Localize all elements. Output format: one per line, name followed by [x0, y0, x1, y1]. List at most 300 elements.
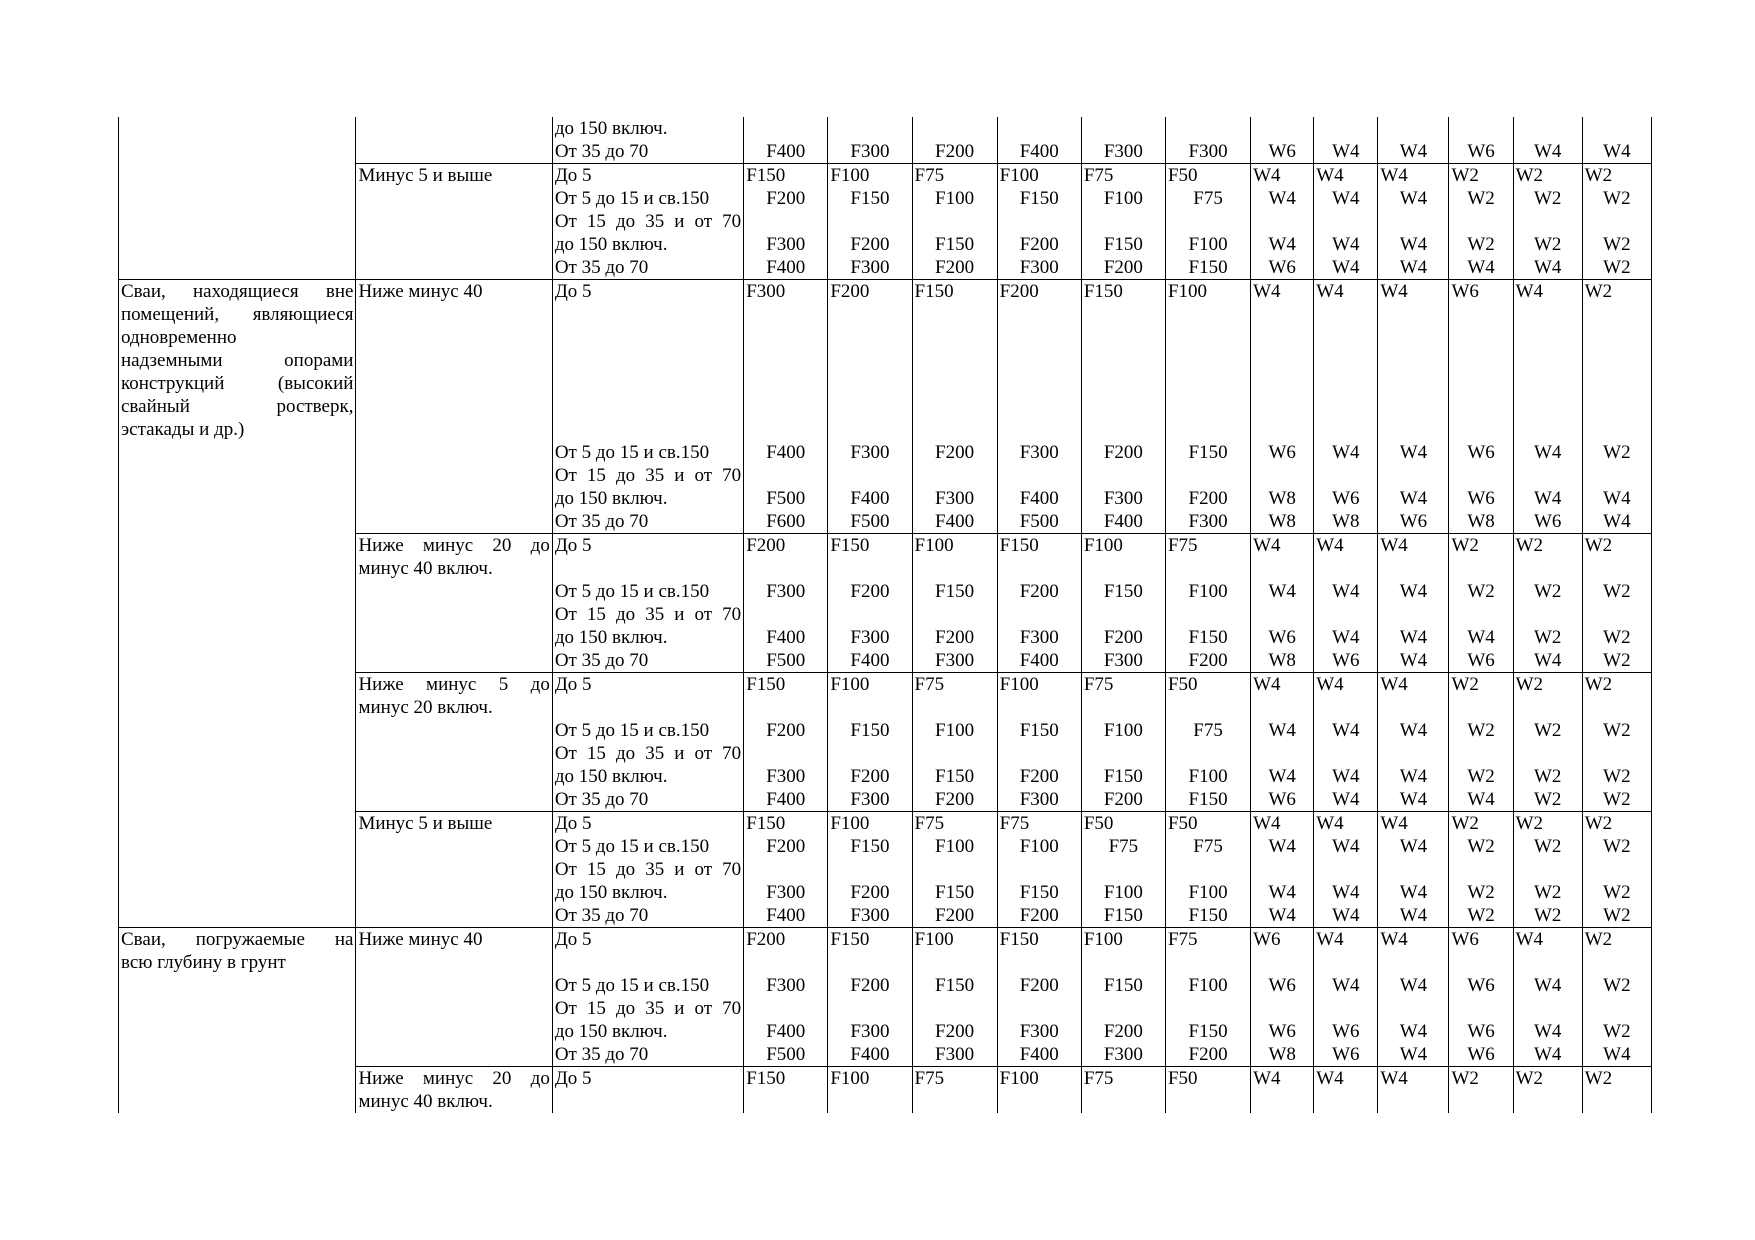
cycle-range-line: до 150 включ. [554, 234, 668, 255]
water-grade-cell: W6 [1251, 603, 1314, 649]
water-grade-cell: W4 [1251, 280, 1314, 442]
temperature-line: Ниже минус 5 до [358, 674, 550, 695]
water-grade-cell: W4 [1378, 858, 1449, 904]
water-grade-cell: W2 [1449, 187, 1513, 210]
frost-grade-cell: F100 [912, 719, 997, 742]
table-row [119, 997, 1652, 1043]
frost-grade-cell: F150 [912, 210, 997, 256]
frost-grade-cell: F200 [912, 441, 997, 464]
water-grade-cell: W4 [1378, 1067, 1449, 1114]
pile-type-cell [119, 649, 356, 673]
water-grade-cell: W4 [1378, 928, 1449, 975]
pile-type-cell [119, 510, 356, 534]
frost-grade-cell: F300 [744, 280, 828, 442]
water-grade-cell [1314, 117, 1378, 140]
water-grade-cell: W4 [1513, 974, 1582, 997]
cycle-range-cell [552, 997, 743, 1043]
frost-grade-cell: F100 [1081, 187, 1165, 210]
frost-grade-cell: F300 [828, 788, 912, 812]
table-row [119, 140, 1652, 164]
frost-grade-cell: F400 [744, 997, 828, 1043]
water-grade-cell: W6 [1314, 464, 1378, 510]
pile-type-cell [119, 534, 356, 581]
cycle-range-cell [552, 904, 743, 928]
frost-grade-cell: F50 [1165, 1067, 1250, 1114]
temperature-line: минус 20 включ. [358, 697, 493, 718]
frost-grade-cell: F200 [828, 858, 912, 904]
cycle-range-line: От 5 до 15 и св.150 [554, 188, 710, 209]
cycle-range-cell [552, 117, 743, 140]
frost-grade-cell: F400 [744, 441, 828, 464]
frost-grade-cell: F100 [912, 835, 997, 858]
frost-grade-cell: F150 [744, 164, 828, 188]
water-grade-cell: W4 [1314, 974, 1378, 997]
water-grade-cell: W2 [1582, 580, 1651, 603]
cycle-range-line: От 15 до 35 и от 70 [554, 211, 742, 232]
frost-grade-cell: F200 [744, 534, 828, 581]
temperature-cell [356, 280, 552, 442]
water-grade-cell [1582, 117, 1651, 140]
table-row [119, 603, 1652, 649]
table-row [119, 788, 1652, 812]
temperature-cell [356, 117, 552, 140]
frost-grade-cell: F200 [997, 974, 1081, 997]
frost-grade-cell: F400 [997, 1043, 1081, 1067]
water-grade-cell: W2 [1449, 210, 1513, 256]
water-grade-cell: W4 [1378, 187, 1449, 210]
frost-grade-cell: F300 [828, 140, 912, 164]
water-grade-cell: W4 [1314, 928, 1378, 975]
cycle-range-line: От 35 до 70 [554, 141, 649, 162]
water-grade-cell: W4 [1378, 534, 1449, 581]
water-grade-cell: W4 [1378, 280, 1449, 442]
cycle-range-cell [552, 1067, 743, 1114]
water-grade-cell: W2 [1513, 164, 1582, 188]
temperature-cell [356, 673, 552, 720]
cycle-range-line: До 5 [554, 674, 592, 695]
pile-type-cell [119, 719, 356, 742]
spacer [555, 303, 741, 326]
frost-grade-cell: F400 [744, 603, 828, 649]
cycle-range-cell [552, 164, 743, 188]
frost-grade-cell: F150 [997, 534, 1081, 581]
frost-grade-cell [1081, 117, 1165, 140]
water-grade-cell: W4 [1314, 742, 1378, 788]
pile-type-cell [119, 280, 356, 442]
water-grade-cell: W6 [1449, 997, 1513, 1043]
frost-grade-cell: F150 [912, 974, 997, 997]
water-grade-cell: W2 [1513, 719, 1582, 742]
cycle-range-line: От 5 до 15 и св.150 [554, 720, 710, 741]
frost-grade-cell: F100 [997, 835, 1081, 858]
water-grade-cell: W4 [1513, 140, 1582, 164]
temperature-line: Ниже минус 40 [358, 929, 483, 950]
water-grade-cell: W4 [1378, 164, 1449, 188]
cycle-range-cell [552, 441, 743, 464]
water-grade-cell: W4 [1449, 788, 1513, 812]
water-grade-cell: W4 [1314, 603, 1378, 649]
frost-grade-cell: F400 [744, 256, 828, 280]
water-grade-cell [1378, 117, 1449, 140]
frost-grade-cell: F75 [1081, 673, 1165, 720]
water-grade-cell: W4 [1449, 603, 1513, 649]
frost-grade-cell: F75 [1165, 928, 1250, 975]
water-grade-cell: W2 [1582, 603, 1651, 649]
cycle-range-cell [552, 210, 743, 256]
frost-grade-cell: F300 [997, 997, 1081, 1043]
cycle-range-cell [552, 510, 743, 534]
table-row [119, 534, 1652, 581]
frost-grade-cell: F150 [912, 742, 997, 788]
water-grade-cell: W2 [1582, 256, 1651, 280]
frost-grade-cell: F150 [997, 928, 1081, 975]
cycle-range-cell [552, 673, 743, 720]
frost-grade-cell: F150 [1081, 974, 1165, 997]
water-grade-cell: W2 [1582, 835, 1651, 858]
table-row [119, 928, 1652, 975]
cycle-range-line: От 15 до 35 и от 70 [554, 743, 742, 764]
pile-type-line: всю глубину в грунт [121, 952, 286, 973]
frost-grade-cell: F200 [1081, 997, 1165, 1043]
frost-grade-cell: F300 [1081, 1043, 1165, 1067]
cycle-range-cell [552, 140, 743, 164]
frost-grade-cell: F400 [997, 649, 1081, 673]
pile-type-cell [119, 603, 356, 649]
water-grade-cell: W4 [1314, 719, 1378, 742]
frost-grade-cell: F300 [912, 464, 997, 510]
table-row [119, 510, 1652, 534]
water-grade-cell: W2 [1582, 974, 1651, 997]
water-grade-cell: W6 [1449, 649, 1513, 673]
frost-grade-cell: F300 [997, 603, 1081, 649]
water-grade-cell: W2 [1582, 904, 1651, 928]
temperature-cell [356, 464, 552, 510]
frost-grade-cell: F500 [997, 510, 1081, 534]
water-grade-cell: W2 [1513, 210, 1582, 256]
frost-grade-cell: F300 [744, 742, 828, 788]
cycle-range-line: До 5 [554, 535, 592, 556]
table-row [119, 812, 1652, 836]
pile-type-cell [119, 997, 356, 1043]
frost-grade-cell: F400 [744, 904, 828, 928]
water-grade-cell: W4 [1251, 858, 1314, 904]
frost-grade-cell: F300 [997, 788, 1081, 812]
water-grade-cell: W4 [1378, 788, 1449, 812]
pile-type-cell [119, 464, 356, 510]
water-grade-cell: W4 [1378, 673, 1449, 720]
temperature-cell [356, 210, 552, 256]
water-grade-cell: W2 [1582, 649, 1651, 673]
spacer [555, 326, 741, 349]
water-grade-cell: W4 [1378, 904, 1449, 928]
frost-grade-cell: F75 [1081, 1067, 1165, 1114]
frost-grade-cell: F100 [828, 673, 912, 720]
water-grade-cell: W8 [1251, 1043, 1314, 1067]
frost-grade-cell: F75 [997, 812, 1081, 836]
table-row [119, 117, 1652, 140]
frost-grade-cell: F100 [1081, 928, 1165, 975]
frost-grade-cell: F75 [912, 1067, 997, 1114]
water-grade-cell: W4 [1513, 256, 1582, 280]
frost-grade-cell: F150 [997, 719, 1081, 742]
frost-grade-cell: F100 [1165, 858, 1250, 904]
water-grade-cell: W4 [1314, 858, 1378, 904]
table-row [119, 1043, 1652, 1067]
frost-grade-cell: F300 [828, 904, 912, 928]
water-grade-cell: W6 [1314, 649, 1378, 673]
frost-grade-cell: F200 [912, 140, 997, 164]
water-grade-cell: W2 [1449, 742, 1513, 788]
frost-grade-cell: F75 [912, 673, 997, 720]
temperature-cell [356, 580, 552, 603]
temperature-cell [356, 719, 552, 742]
frost-grade-cell: F100 [997, 164, 1081, 188]
frost-grade-cell: F200 [1081, 441, 1165, 464]
table-row [119, 904, 1652, 928]
temperature-cell [356, 835, 552, 858]
water-grade-cell: W4 [1513, 464, 1582, 510]
temperature-cell [356, 187, 552, 210]
water-grade-cell: W2 [1582, 812, 1651, 836]
water-grade-cell: W6 [1251, 928, 1314, 975]
water-grade-cell: W4 [1314, 256, 1378, 280]
frost-grade-cell: F200 [997, 210, 1081, 256]
water-grade-cell: W4 [1314, 164, 1378, 188]
pile-type-line: надземными опорами [121, 350, 354, 371]
water-grade-cell: W2 [1513, 603, 1582, 649]
cycle-range-line: До 5 [554, 929, 592, 950]
frost-grade-cell: F300 [1165, 140, 1250, 164]
pile-type-cell [119, 187, 356, 210]
table-row [119, 974, 1652, 997]
frost-grade-cell: F150 [1165, 256, 1250, 280]
cycle-range-cell [552, 187, 743, 210]
frost-grade-cell: F300 [744, 858, 828, 904]
frost-grade-cell: F400 [744, 788, 828, 812]
frost-grade-cell: F150 [1081, 904, 1165, 928]
frost-grade-cell: F300 [744, 974, 828, 997]
water-grade-cell: W6 [1449, 1043, 1513, 1067]
water-grade-cell: W4 [1378, 603, 1449, 649]
water-grade-cell: W6 [1449, 140, 1513, 164]
frost-grade-cell: F75 [912, 812, 997, 836]
water-grade-cell: W4 [1251, 719, 1314, 742]
temperature-cell [356, 788, 552, 812]
water-grade-cell: W2 [1513, 580, 1582, 603]
cycle-range-cell [552, 974, 743, 997]
water-grade-cell: W2 [1449, 673, 1513, 720]
pile-type-cell [119, 904, 356, 928]
frost-grade-cell: F400 [1081, 510, 1165, 534]
temperature-cell [356, 904, 552, 928]
spacer [555, 418, 741, 441]
frost-grade-cell: F75 [1165, 187, 1250, 210]
frost-grade-cell: F200 [828, 280, 912, 442]
water-grade-cell: W4 [1378, 974, 1449, 997]
frost-grade-cell: F300 [828, 441, 912, 464]
cycle-range-line: От 15 до 35 и от 70 [554, 859, 742, 880]
frost-grade-cell [744, 117, 828, 140]
water-grade-cell: W2 [1582, 441, 1651, 464]
frost-grade-cell: F200 [1081, 788, 1165, 812]
water-grade-cell: W4 [1449, 256, 1513, 280]
frost-grade-cell: F200 [912, 603, 997, 649]
water-grade-cell: W2 [1582, 280, 1651, 442]
temperature-cell [356, 441, 552, 464]
water-grade-cell: W4 [1582, 1043, 1651, 1067]
water-grade-cell: W4 [1251, 210, 1314, 256]
water-grade-cell: W4 [1251, 187, 1314, 210]
cycle-range-cell [552, 742, 743, 788]
frost-grade-cell: F150 [828, 928, 912, 975]
water-grade-cell: W4 [1251, 812, 1314, 836]
cycle-range-cell [552, 580, 743, 603]
water-grade-cell: W2 [1582, 928, 1651, 975]
spacer [555, 1090, 741, 1113]
cycle-range-line: до 150 включ. [554, 882, 668, 903]
frost-grade-cell: F500 [828, 510, 912, 534]
cycle-range-line: От 15 до 35 и от 70 [554, 604, 742, 625]
pile-type-cell [119, 1067, 356, 1114]
frost-grade-cell: F150 [1081, 580, 1165, 603]
water-grade-cell: W2 [1513, 742, 1582, 788]
water-grade-cell: W2 [1513, 673, 1582, 720]
water-grade-cell: W4 [1314, 812, 1378, 836]
cycle-range-cell [552, 1043, 743, 1067]
frost-grade-cell: F100 [828, 164, 912, 188]
water-grade-cell: W6 [1251, 788, 1314, 812]
frost-grade-cell: F150 [1081, 742, 1165, 788]
water-grade-cell: W4 [1314, 1067, 1378, 1114]
frost-grade-cell: F100 [1165, 210, 1250, 256]
frost-grade-cell: F100 [1165, 580, 1250, 603]
frost-grade-cell: F300 [1081, 464, 1165, 510]
cycle-range-line: От 35 до 70 [554, 511, 649, 532]
temperature-cell [356, 742, 552, 788]
water-grade-cell: W4 [1251, 673, 1314, 720]
water-grade-cell: W4 [1314, 904, 1378, 928]
frost-grade-cell: F100 [1165, 742, 1250, 788]
frost-grade-cell: F200 [1081, 256, 1165, 280]
frost-grade-cell: F75 [1165, 719, 1250, 742]
pile-type-line: помещений, являющиеся [121, 304, 354, 325]
pile-type-cell [119, 117, 356, 140]
frost-grade-cell: F100 [912, 534, 997, 581]
water-grade-cell: W4 [1314, 280, 1378, 442]
pile-type-line: Сваи, погружаемые на [121, 929, 354, 950]
cycle-range-line: От 35 до 70 [554, 1044, 649, 1065]
frost-grade-cell: F75 [1165, 534, 1250, 581]
water-grade-cell: W4 [1513, 1043, 1582, 1067]
frost-grade-cell: F300 [744, 580, 828, 603]
frost-grade-cell: F300 [1081, 140, 1165, 164]
cycle-range-line: До 5 [554, 281, 592, 302]
frost-grade-cell: F150 [1081, 280, 1165, 442]
cycle-range-line: От 5 до 15 и св.150 [554, 975, 710, 996]
pile-type-cell [119, 835, 356, 858]
water-grade-cell: W2 [1582, 997, 1651, 1043]
water-grade-cell: W2 [1449, 580, 1513, 603]
water-grade-cell: W2 [1582, 164, 1651, 188]
water-grade-cell: W4 [1378, 835, 1449, 858]
water-grade-cell: W2 [1582, 673, 1651, 720]
water-grade-cell: W2 [1582, 858, 1651, 904]
water-grade-cell: W4 [1378, 1043, 1449, 1067]
water-grade-cell: W6 [1449, 974, 1513, 997]
frost-grade-cell: F200 [828, 580, 912, 603]
frost-grade-cell: F150 [1165, 603, 1250, 649]
cycle-range-line: до 150 включ. [554, 627, 668, 648]
water-grade-cell: W4 [1378, 649, 1449, 673]
table-row [119, 580, 1652, 603]
frost-grade-cell: F150 [1165, 441, 1250, 464]
cycle-range-line: До 5 [554, 1068, 592, 1089]
frost-grade-cell: F200 [744, 835, 828, 858]
frost-grade-cell: F200 [997, 580, 1081, 603]
table-row [119, 256, 1652, 280]
cycle-range-line: От 5 до 15 и св.150 [554, 442, 710, 463]
water-grade-cell [1449, 117, 1513, 140]
cycle-range-line: до 150 включ. [554, 766, 668, 787]
frost-grade-cell: F150 [1081, 210, 1165, 256]
cycle-range-line: От 5 до 15 и св.150 [554, 836, 710, 857]
table-row [119, 280, 1652, 442]
pile-type-cell [119, 441, 356, 464]
cycle-range-line: От 35 до 70 [554, 257, 649, 278]
water-grade-cell: W6 [1378, 510, 1449, 534]
frost-grade-cell: F200 [997, 904, 1081, 928]
pile-type-cell [119, 742, 356, 788]
table-row [119, 441, 1652, 464]
water-grade-cell: W2 [1513, 835, 1582, 858]
water-grade-cell: W6 [1314, 997, 1378, 1043]
frost-grade-cell: F200 [828, 742, 912, 788]
water-grade-cell: W4 [1513, 997, 1582, 1043]
water-grade-cell: W2 [1582, 534, 1651, 581]
cycle-range-line: до 150 включ. [554, 118, 668, 139]
frost-grade-cell: F300 [1081, 649, 1165, 673]
water-grade-cell: W4 [1378, 256, 1449, 280]
pile-type-cell [119, 1043, 356, 1067]
temperature-cell [356, 649, 552, 673]
water-grade-cell: W4 [1513, 928, 1582, 975]
water-grade-cell: W4 [1378, 140, 1449, 164]
frost-grade-cell: F200 [997, 742, 1081, 788]
frost-grade-cell: F50 [1165, 673, 1250, 720]
frost-grade-cell: F300 [997, 441, 1081, 464]
temperature-cell [356, 974, 552, 997]
frost-grade-cell: F150 [828, 534, 912, 581]
water-grade-cell: W4 [1314, 835, 1378, 858]
water-grade-cell: W2 [1513, 1067, 1582, 1114]
temperature-cell [356, 812, 552, 836]
frost-grade-cell: F200 [828, 974, 912, 997]
frost-grade-cell: F400 [997, 464, 1081, 510]
pile-type-cell [119, 140, 356, 164]
water-grade-cell: W2 [1582, 1067, 1651, 1114]
pile-type-cell [119, 210, 356, 256]
cycle-range-line: От 5 до 15 и св.150 [554, 581, 710, 602]
water-grade-cell: W8 [1314, 510, 1378, 534]
frost-grade-cell: F200 [744, 928, 828, 975]
frost-grade-cell [828, 117, 912, 140]
water-grade-cell [1251, 117, 1314, 140]
frost-grade-cell: F150 [744, 1067, 828, 1114]
water-grade-cell: W8 [1449, 510, 1513, 534]
water-grade-cell: W6 [1251, 441, 1314, 464]
water-grade-cell: W2 [1513, 858, 1582, 904]
temperature-line: минус 40 включ. [358, 1091, 493, 1112]
